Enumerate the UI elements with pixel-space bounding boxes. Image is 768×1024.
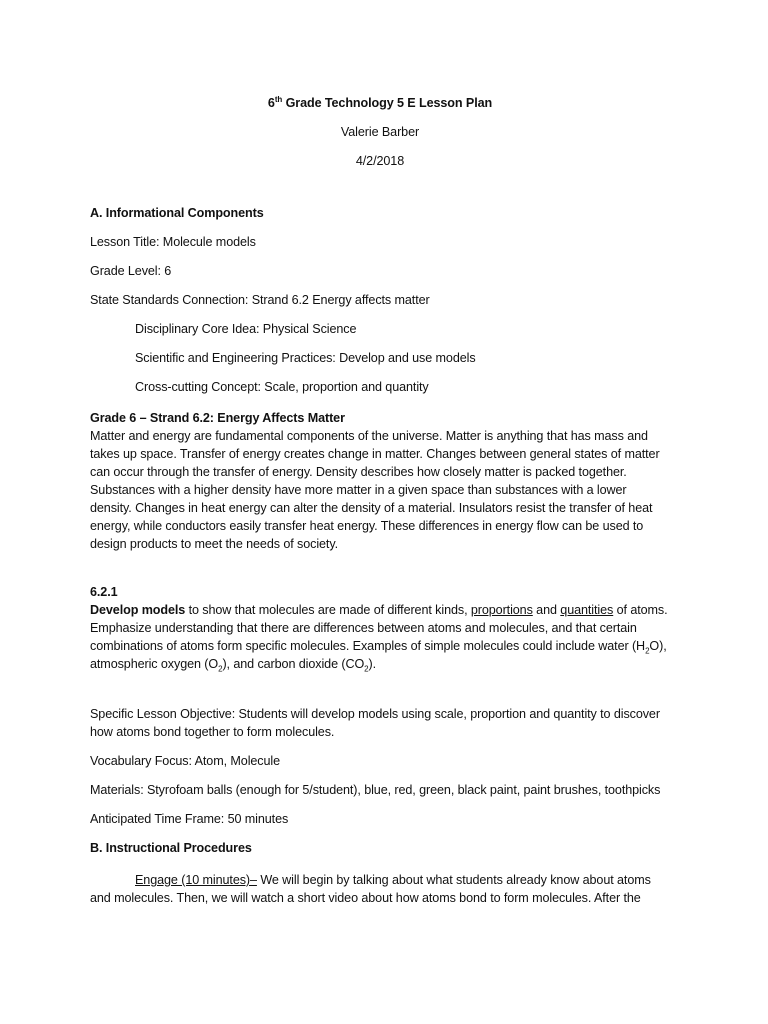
subscript: 2 — [364, 664, 369, 674]
lesson-title: Lesson Title: Molecule models — [90, 235, 256, 249]
standard-text-part: ), and carbon dioxide (CO — [222, 657, 365, 671]
engineering-practices: Scientific and Engineering Practices: Develop and use models — [135, 351, 476, 365]
standard-text — [90, 601, 670, 673]
standard-number: 6.2.1 — [90, 585, 118, 599]
quantities-term: quantities — [560, 603, 614, 617]
standard-lead: Develop models — [90, 603, 186, 617]
document-body — [90, 94, 670, 907]
grade-level: Grade Level: 6 — [90, 264, 172, 278]
document-date: 4/2/2018 — [355, 154, 405, 168]
engage-label: Engage (10 minutes)– — [135, 873, 257, 887]
title-grade-superscript: th — [274, 94, 283, 104]
core-idea: Disciplinary Core Idea: Physical Science — [135, 322, 357, 336]
section-a-heading: A. Informational Components — [90, 206, 264, 220]
vocabulary-focus: Vocabulary Focus: Atom, Molecule — [90, 754, 280, 768]
strand-body: Matter and energy are fundamental components of the universe. Matter is anything that has mass and takes up space. Transfer of energy creates change in matter. Changes between general states of matter can occur through the transfer of energy. Density describes how closely matter is packed together. Substances with a higher density have more matter in a given space than substances with a lower density. Changes in heat energy can alter the density of a material. Insulators resist the transfer of heat energy, while conductors easily transfer heat energy. These differences in energy flow can be used to design products to meet the needs of society. — [90, 429, 660, 551]
standards-connection: State Standards Connection: Strand 6.2 Energy affects matter — [90, 293, 430, 307]
subscript: 2 — [645, 646, 650, 656]
author-name: Valerie Barber — [340, 125, 420, 139]
title-text: Grade Technology 5 E Lesson Plan — [282, 96, 493, 110]
materials: Materials: Styrofoam balls (enough for 5/student), blue, red, green, black paint, paint brushes, toothpicks — [90, 783, 661, 797]
document-title — [90, 94, 670, 112]
subscript: 2 — [218, 664, 223, 674]
standard-text-part: ). — [368, 657, 377, 671]
standard-text-part: to show that molecules are made of different kinds, — [185, 603, 471, 617]
standard-text-part: of atoms. Emphasize understanding that there are differences between atoms and molecules, and that certain combinations of atoms form specific molecules. Examples of simple molecules could include water (H — [90, 603, 668, 653]
proportions-term: proportions — [470, 603, 533, 617]
lesson-objective: Specific Lesson Objective: Students will develop models using scale, proportion and quantity to discover how atoms bond together to form molecules. — [90, 707, 660, 739]
standard-text-part: and — [532, 603, 561, 617]
strand-heading: Grade 6 – Strand 6.2: Energy Affects Matter — [90, 411, 345, 425]
standard-text-part: O), atmospheric oxygen (O — [90, 639, 667, 671]
crosscutting-concept: Cross-cutting Concept: Scale, proportion and quantity — [135, 380, 429, 394]
time-frame: Anticipated Time Frame: 50 minutes — [90, 812, 289, 826]
section-b-heading: B. Instructional Procedures — [90, 841, 252, 855]
engage-paragraph — [90, 871, 670, 907]
engage-text: We will begin by talking about what students already know about atoms and molecules. Then, we will watch a short video about how atoms bond to form molecules. After the — [90, 873, 651, 905]
title-grade-number: 6 — [267, 96, 275, 110]
